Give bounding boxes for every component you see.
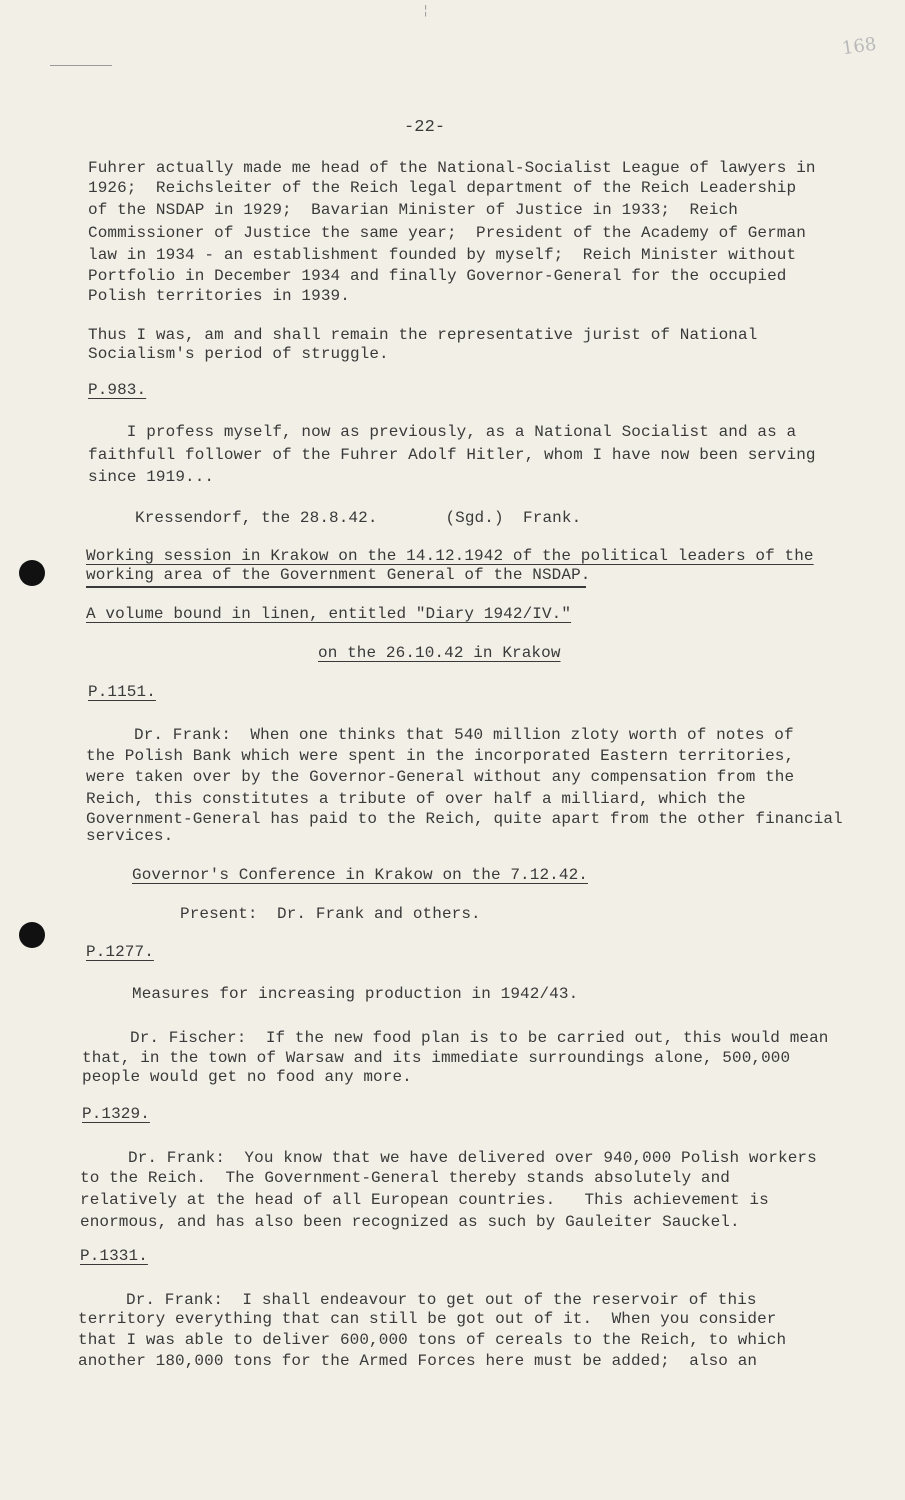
para1-line: Commissioner of Justice the same year; President of the Academy of German	[88, 224, 806, 242]
conference-heading: Governor's Conference in Krakow on the 7.12.42.	[132, 866, 588, 884]
para1151-line: were taken over by the Governor-General without any compensation from the	[86, 768, 795, 786]
date-heading: on the 26.10.42 in Krakow	[318, 644, 561, 662]
para1-line: Fuhrer actually made me head of the National-Socialist League of lawyers in	[88, 159, 816, 177]
para1-line: Portfolio in December 1934 and finally Governor-General for the occupied	[88, 267, 787, 285]
reference-p1331: P.1331.	[80, 1247, 148, 1265]
para1151-line: Government-General has paid to the Reich, quite apart from the other financial	[86, 810, 843, 828]
fischer-line: Dr. Fischer: If the new food plan is to be carried out, this would mean	[130, 1029, 829, 1047]
para1331-line: another 180,000 tons for the Armed Forces here must be added; also an	[78, 1352, 758, 1370]
para1-line: of the NSDAP in 1929; Bavarian Minister of Justice in 1933; Reich	[88, 201, 739, 219]
para1329-line: enormous, and has also been recognized as such by Gauleiter Sauckel.	[80, 1213, 740, 1231]
para1329-line: to the Reich. The Government-General thereby stands absolutely and	[80, 1169, 731, 1187]
session-heading-line: working area of the Government General of the NSDAP.	[86, 566, 591, 584]
para1-line: 1926; Reichsleiter of the Reich legal department of the Reich Leadership	[88, 179, 797, 197]
para1151-line: Dr. Frank: When one thinks that 540 million zloty worth of notes of	[134, 726, 794, 744]
reference-p1151: P.1151.	[88, 683, 156, 701]
measures-line: Measures for increasing production in 1942/43.	[132, 985, 579, 1003]
para3-line: faithfull follower of the Fuhrer Adolf Hitler, whom I have now been serving	[88, 446, 816, 464]
para1331-line: Dr. Frank: I shall endeavour to get out of the reservoir of this	[126, 1291, 757, 1309]
para3-line: I profess myself, now as previously, as a National Socialist and as a	[88, 423, 797, 441]
fischer-line: people would get no food any more.	[82, 1068, 412, 1086]
para3-line: since 1919...	[88, 468, 215, 486]
para1-line: Polish territories in 1939.	[88, 287, 350, 305]
para2-line: Socialism's period of struggle.	[88, 345, 389, 363]
para1329-line: Dr. Frank: You know that we have delivered over 940,000 Polish workers	[128, 1149, 817, 1167]
para1-line: law in 1934 - an establishment founded by myself; Reich Minister without	[88, 246, 797, 264]
para2-line: Thus I was, am and shall remain the representative jurist of National	[88, 326, 758, 344]
folio-number: 168	[840, 33, 878, 60]
present-line: Present: Dr. Frank and others.	[180, 905, 481, 923]
para1329-line: relatively at the head of all European countries. This achievement is	[80, 1191, 769, 1209]
session-heading-line: Working session in Krakow on the 14.12.1942 of the political leaders of the	[86, 547, 814, 565]
top-margin-mark: ¦	[422, 4, 430, 18]
session-heading-underline	[86, 586, 586, 588]
fischer-line: that, in the town of Warsaw and its immediate surroundings alone, 500,000	[82, 1049, 791, 1067]
para1331-line: territory everything that can still be got out of it. When you consider	[78, 1310, 777, 1328]
reference-p1277: P.1277.	[86, 943, 154, 961]
para1151-line: Reich, this constitutes a tribute of over half a milliard, which the	[86, 790, 746, 808]
volume-heading: A volume bound in linen, entitled "Diary 1942/IV."	[86, 605, 572, 623]
signature-line: Kressendorf, the 28.8.42. (Sgd.) Frank.	[135, 509, 582, 527]
punch-hole-lower	[19, 922, 45, 948]
margin-tick-mark	[50, 65, 112, 66]
reference-p1329: P.1329.	[82, 1105, 150, 1123]
punch-hole-upper	[19, 560, 45, 586]
para1151-line: the Polish Bank which were spent in the incorporated Eastern territories,	[86, 747, 795, 765]
reference-p983: P.983.	[88, 381, 147, 399]
para1331-line: that I was able to deliver 600,000 tons of cereals to the Reich, to which	[78, 1331, 787, 1349]
para1151-line: services.	[86, 827, 174, 845]
page-number: -22-	[404, 118, 446, 137]
